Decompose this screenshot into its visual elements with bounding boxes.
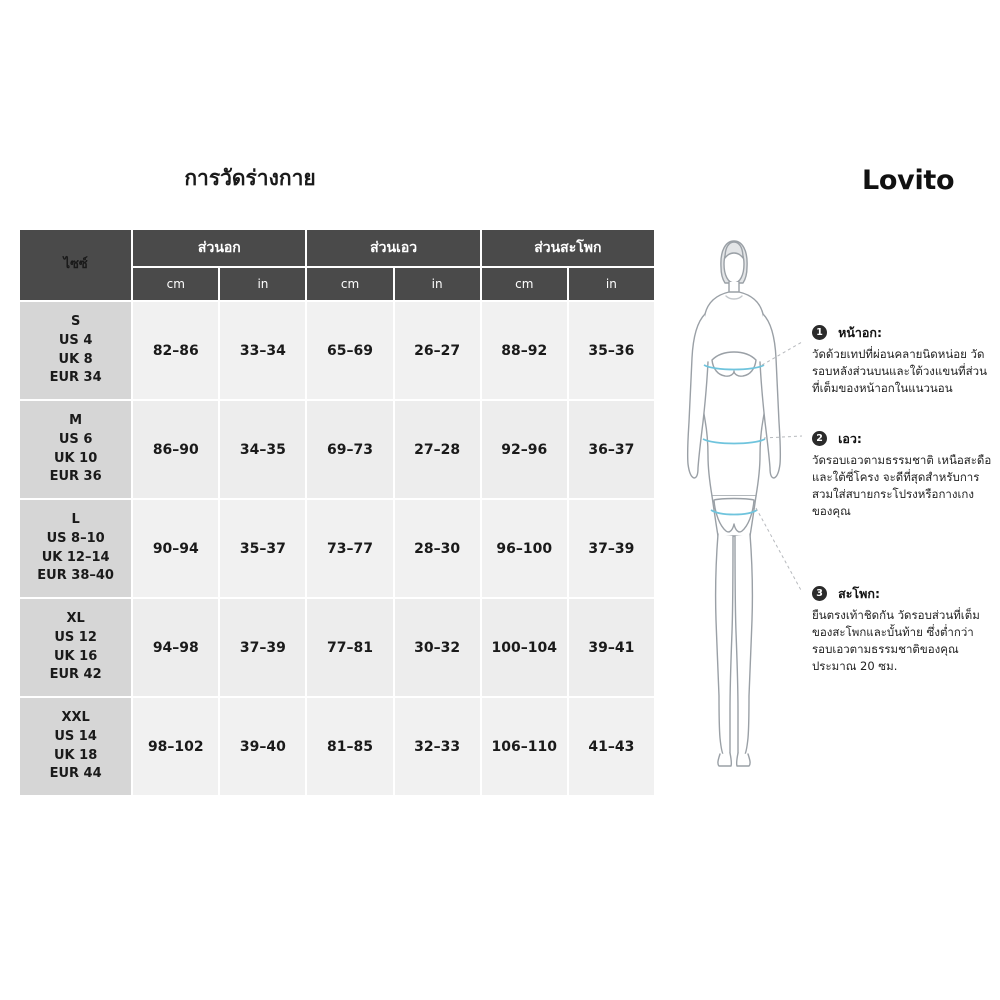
cell-hip-in: 36–37 (568, 400, 655, 499)
header-hip-cm: cm (481, 267, 568, 301)
cell-waist-in: 28–30 (394, 499, 481, 598)
size-line: UK 12–14 (41, 549, 110, 565)
size-line: EUR 34 (49, 370, 102, 386)
cell-hip-cm: 88–92 (481, 301, 568, 400)
callout-number-badge: 2 (812, 431, 827, 446)
cell-hip-in: 35–36 (568, 301, 655, 400)
callout-body: ยืนตรงเท้าชิดกัน วัดรอบส่วนที่เต็มของสะโพกและบั้นท้าย ซึ่งต่ำกว่ารอบเอวตามธรรมชาติของคุณประมาณ 20 ซม. (812, 607, 980, 674)
cell-waist-cm: 73–77 (306, 499, 393, 598)
page-title: การวัดร่างกาย (184, 166, 316, 190)
cell-hip-cm: 100–104 (481, 598, 568, 697)
cell-waist-in: 32–33 (394, 697, 481, 796)
cell-hip-cm: 96–100 (481, 499, 568, 598)
cell-bust-cm: 90–94 (132, 499, 219, 598)
table-row (19, 499, 655, 598)
cell-bust-in: 37–39 (219, 598, 306, 697)
cell-waist-cm: 81–85 (306, 697, 393, 796)
cell-waist-in: 27–28 (394, 400, 481, 499)
header-waist-in: in (394, 267, 481, 301)
header-waist-cm: cm (306, 267, 393, 301)
cell-bust-cm: 98–102 (132, 697, 219, 796)
size-line: US 12 (54, 629, 97, 645)
size-line: XL (66, 610, 85, 626)
brand-logo: Lovito (862, 165, 955, 196)
female-body-figure-svg (664, 234, 804, 794)
row-size-label (19, 697, 132, 796)
cell-bust-cm: 82–86 (132, 301, 219, 400)
cell-hip-in: 39–41 (568, 598, 655, 697)
cell-waist-cm: 65–69 (306, 301, 393, 400)
size-line: UK 10 (54, 450, 98, 466)
row-size-label (19, 400, 132, 499)
size-line: EUR 38–40 (37, 568, 114, 584)
cell-bust-in: 34–35 (219, 400, 306, 499)
body-figure (664, 234, 804, 794)
size-chart-table (18, 228, 656, 797)
size-line: EUR 36 (49, 469, 102, 485)
cell-waist-cm: 69–73 (306, 400, 393, 499)
cell-bust-cm: 94–98 (132, 598, 219, 697)
cell-bust-in: 33–34 (219, 301, 306, 400)
table-row (19, 598, 655, 697)
row-size-label (19, 598, 132, 697)
size-line: UK 18 (54, 747, 98, 763)
row-size-label (19, 301, 132, 400)
callout-number-badge: 3 (812, 586, 827, 601)
callout-number-badge: 1 (812, 325, 827, 340)
size-line: US 4 (58, 332, 93, 348)
header-hip: ส่วนสะโพก (481, 229, 655, 267)
cell-hip-cm: 106–110 (481, 697, 568, 796)
header-bust-cm: cm (132, 267, 219, 301)
size-line: US 14 (54, 728, 97, 744)
row-size-label (19, 499, 132, 598)
cell-hip-in: 41–43 (568, 697, 655, 796)
callout-title: หน้าอก: (838, 324, 882, 340)
size-line: US 8–10 (46, 530, 105, 546)
cell-waist-in: 26–27 (394, 301, 481, 400)
callout-title: สะโพก: (838, 585, 880, 601)
size-line: S (70, 313, 81, 329)
size-line: US 6 (58, 431, 93, 447)
size-line: M (69, 412, 83, 428)
cell-bust-in: 35–37 (219, 499, 306, 598)
table-row (19, 301, 655, 400)
callout-title: เอว: (838, 430, 862, 446)
cell-waist-cm: 77–81 (306, 598, 393, 697)
cell-bust-cm: 86–90 (132, 400, 219, 499)
cell-hip-in: 37–39 (568, 499, 655, 598)
size-line: XXL (61, 709, 90, 725)
callout-hip (812, 583, 994, 676)
table-row (19, 697, 655, 796)
size-line: UK 16 (54, 648, 98, 664)
size-line: EUR 44 (49, 766, 102, 782)
header-waist: ส่วนเอว (306, 229, 480, 267)
callout-waist (812, 428, 994, 521)
callout-bust (812, 322, 994, 397)
header-bust: ส่วนอก (132, 229, 306, 267)
header-size: ไซซ์ (19, 229, 132, 301)
header-hip-in: in (568, 267, 655, 301)
header-bust-in: in (219, 267, 306, 301)
callout-body: วัดด้วยเทปที่ผ่อนคลายนิดหน่อย วัดรอบหลังส่วนบนและใต้วงแขนที่ส่วนที่เต็มของหน้าอกในแนวนอน (812, 346, 987, 395)
cell-hip-cm: 92–96 (481, 400, 568, 499)
size-line: L (71, 511, 80, 527)
table-header-groups (19, 229, 655, 267)
size-line: UK 8 (58, 351, 93, 367)
callout-body: วัดรอบเอวตามธรรมชาติ เหนือสะดือและใต้ซี่โครง จะดีที่สุดสำหรับการสวมใส่สบายกระโปรงหรือกางเกงของคุณ (812, 452, 992, 519)
cell-bust-in: 39–40 (219, 697, 306, 796)
cell-waist-in: 30–32 (394, 598, 481, 697)
table-row (19, 400, 655, 499)
size-line: EUR 42 (49, 667, 102, 683)
